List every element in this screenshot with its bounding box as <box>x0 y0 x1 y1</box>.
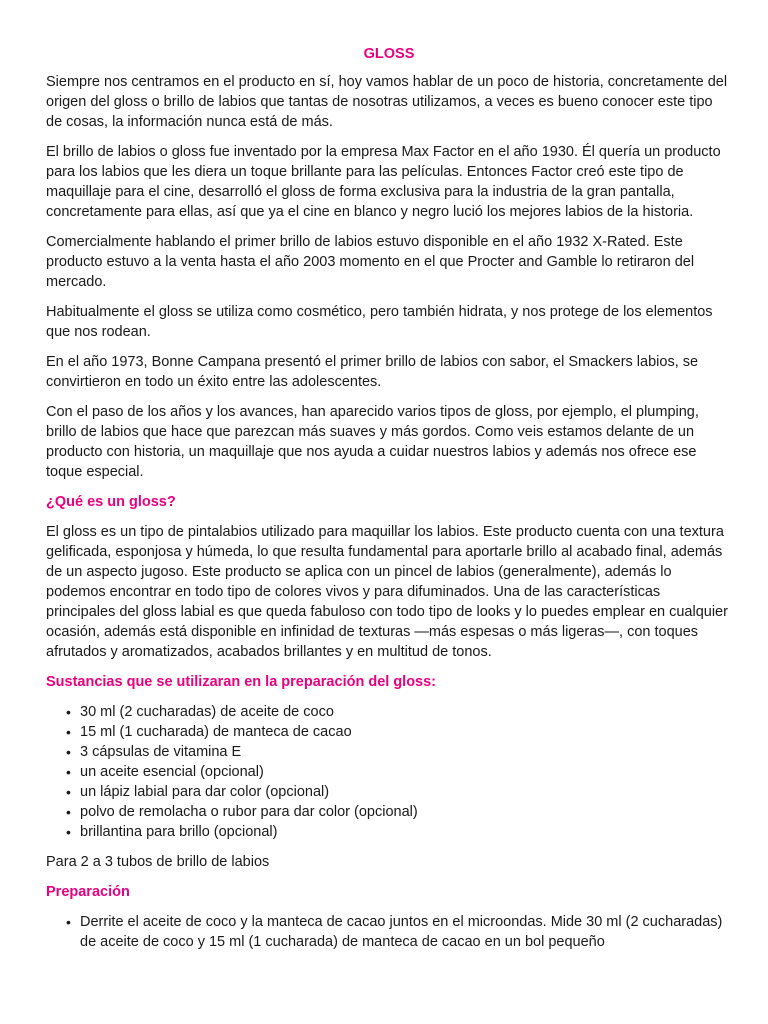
bullet-icon: • <box>66 914 71 930</box>
list-item <box>46 702 732 722</box>
list-item-text: polvo de remolacha o rubor para dar color (opcional) <box>80 804 418 820</box>
intro-paragraph: El brillo de labios o gloss fue inventado por la empresa Max Factor en el año 1930. Él quería un producto para los labios que les diera un toque brillante para las películas. Entonces Factor creó este tipo de maquillaje para el cine, desarrolló el gloss de forma exclusiva para la industria de la gran pantalla, concretamente para ellas, así que ya el cine en blanco y negro lució los mejores labios de la historia. <box>46 144 721 220</box>
yield-text: Para 2 a 3 tubos de brillo de labios <box>46 854 270 870</box>
list-item <box>46 912 732 952</box>
list-item <box>46 742 732 762</box>
list-item-text: 15 ml (1 cucharada) de manteca de cacao <box>80 724 352 740</box>
ingredients-list <box>46 702 732 842</box>
intro-paragraph: Comercialmente hablando el primer brillo de labios estuvo disponible en el año 1932 X-Rated. Este producto estuvo a la venta hasta el año 2003 momento en el que Procter and Gamble lo retiraron del mercado. <box>46 234 695 290</box>
list-item-text: un aceite esencial (opcional) <box>80 764 264 780</box>
bullet-icon: • <box>66 784 71 800</box>
document-page <box>46 44 732 962</box>
list-item <box>46 722 732 742</box>
intro-paragraph: Con el paso de los años y los avances, han aparecido varios tipos de gloss, por ejemplo, el plumping, brillo de labios que hace que parezcan más suaves y más gordos. Como veis estamos delante de un producto con historia, un maquillaje que nos ayuda a cuidar nuestros labios y además nos ofrece ese toque especial. <box>46 404 699 480</box>
list-item <box>46 822 732 842</box>
intro-paragraph: En el año 1973, Bonne Campana presentó el primer brillo de labios con sabor, el Smackers labios, se convirtieron en todo un éxito entre las adolescentes. <box>46 354 699 390</box>
bullet-icon: • <box>66 724 71 740</box>
intro-paragraph: Siempre nos centramos en el producto en sí, hoy vamos hablar de un poco de historia, concretamente del origen del gloss o brillo de labios que tantas de nosotras utilizamos, a veces es bueno conocer este tipo de cosas, la información nunca está de más. <box>46 74 728 130</box>
list-item-text: 30 ml (2 cucharadas) de aceite de coco <box>80 704 334 720</box>
preparation-list <box>46 912 732 952</box>
bullet-icon: • <box>66 824 71 840</box>
list-item-text: Derrite el aceite de coco y la manteca de cacao juntos en el microondas. Mide 30 ml (2 cucharadas) de aceite de coco y 15 ml (1 cucharada) de manteca de cacao en un bol pequeño <box>80 914 723 950</box>
bullet-icon: • <box>66 764 71 780</box>
list-item <box>46 782 732 802</box>
intro-paragraph: Habitualmente el gloss se utiliza como cosmético, pero también hidrata, y nos protege de los elementos que nos rodean. <box>46 304 713 340</box>
document-title: GLOSS <box>363 46 415 62</box>
list-item-text: un lápiz labial para dar color (opcional) <box>80 784 330 800</box>
list-item-text: 3 cápsulas de vitamina E <box>80 744 242 760</box>
what-is-heading: ¿Qué es un gloss? <box>46 494 176 510</box>
what-is-paragraph: El gloss es un tipo de pintalabios utilizado para maquillar los labios. Este producto cuenta con una textura gelificada, esponjosa y húmeda, lo que resulta fundamental para aportarle brillo al acabado final, además de un aspecto jugoso. Este producto se aplica con un pincel de labios (generalmente), además lo podemos encontrar en todo tipo de colores vivos y para difuminados. Una de las características principales del gloss labial es que queda fabuloso con todo tipo de looks y lo puedes emplear en cualquier ocasión, además está disponible en infinidad de texturas —más espesas o más ligeras—, con toques afrutados y aromatizados, acabados brillantes y en multitud de tonos. <box>46 524 728 660</box>
list-item <box>46 802 732 822</box>
bullet-icon: • <box>66 804 71 820</box>
list-item <box>46 762 732 782</box>
preparation-heading: Preparación <box>46 884 130 900</box>
bullet-icon: • <box>66 704 71 720</box>
ingredients-heading: Sustancias que se utilizaran en la preparación del gloss: <box>46 674 437 690</box>
bullet-icon: • <box>66 744 71 760</box>
list-item-text: brillantina para brillo (opcional) <box>80 824 278 840</box>
